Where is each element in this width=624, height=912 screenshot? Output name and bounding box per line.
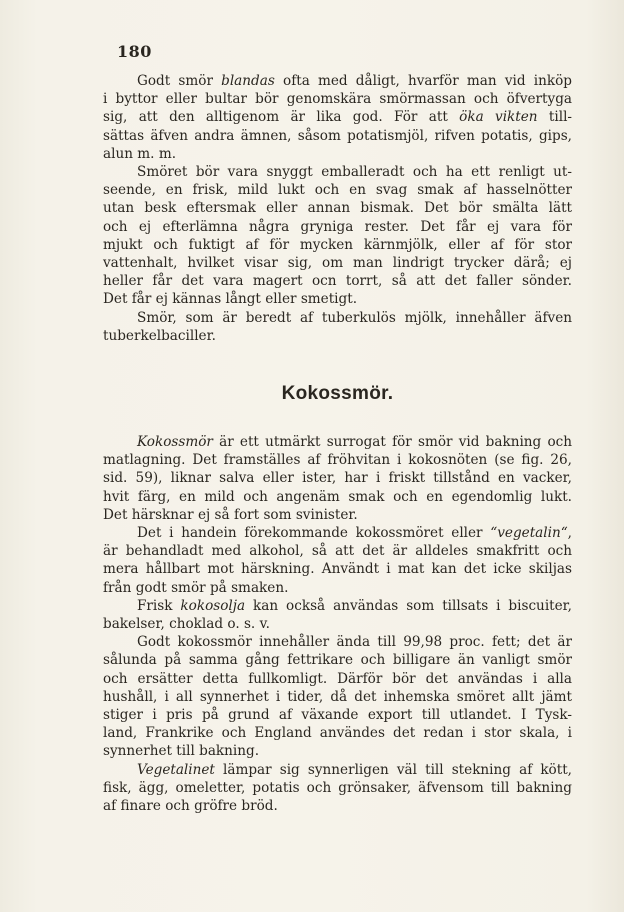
text-line xyxy=(103,236,572,254)
text-line xyxy=(103,433,572,451)
text-run: Det får ej kännas långt eller smetigt. xyxy=(103,291,358,308)
text-run: land, Frankrike och England användes det redan i stor skala, i xyxy=(103,725,572,742)
text-run: kan också användas som tillsats i biscuiter, xyxy=(245,597,572,614)
text-run: alun m. m. xyxy=(103,145,177,162)
section-heading: Kokossmör. xyxy=(281,383,394,404)
text-run: mera hållbart mot härskning. Användt i mat kan det icke skiljas xyxy=(103,561,572,578)
text-run: stiger i pris på grund af växande export till utlandet. I Tysk- xyxy=(103,707,572,724)
text-line xyxy=(103,506,572,524)
text-run: är behandladt med alkohol, så att det är alldeles smakfritt och xyxy=(103,543,572,560)
paragraph xyxy=(103,761,572,816)
text-run: Smör, som är beredt af tuberkulös mjölk, innehåller äfven xyxy=(137,309,572,326)
text-line xyxy=(103,597,572,615)
text-line xyxy=(103,254,572,272)
text-run: Smöret bör vara snyggt emballeradt och ha ett renligt ut- xyxy=(137,164,572,181)
text-line xyxy=(103,181,572,199)
text-run: hushåll, i all synnerhet i tider, då det inhemska smöret allt jämt xyxy=(103,688,572,705)
text-line xyxy=(103,309,572,327)
text-line xyxy=(103,145,572,163)
text-run: sålunda på samma gång fettrikare och billigare än vanligt smör xyxy=(103,652,572,669)
paragraph xyxy=(103,433,572,524)
emphasized-term: kokosolja xyxy=(180,597,246,614)
text-run: synnerhet till bakning. xyxy=(103,743,260,760)
text-line xyxy=(103,290,572,308)
text-line xyxy=(103,524,572,542)
paragraph xyxy=(103,163,572,309)
paragraph xyxy=(103,597,572,633)
text-run: hvit färg, en mild och angenäm smak och en egendomlig lukt. xyxy=(103,488,572,505)
text-run: sig, att den alltigenom är lika god. För att xyxy=(103,109,460,126)
text-line xyxy=(103,779,572,797)
text-line xyxy=(103,127,572,145)
text-line xyxy=(103,633,572,651)
text-line xyxy=(103,163,572,181)
text-line xyxy=(103,72,572,90)
emphasized-term: Kokossmör xyxy=(137,434,213,450)
text-line xyxy=(103,488,572,506)
text-run: och ersätter detta fullkomligt. Därför bör det användas i alla xyxy=(103,670,572,687)
text-run: Det i handein förekommande kokossmöret eller xyxy=(137,525,491,542)
text-line xyxy=(103,688,572,706)
text-line xyxy=(103,469,572,487)
text-run: seende, en frisk, mild lukt och en svag smak af hasselnötter xyxy=(103,182,572,199)
text-line xyxy=(103,272,572,290)
text-line xyxy=(103,327,572,345)
text-line xyxy=(103,670,572,688)
page-number: 180 xyxy=(117,42,152,61)
emphasized-term: “vegetalin“ xyxy=(490,525,568,542)
text-line xyxy=(103,724,572,742)
text-run: Godt smör xyxy=(137,73,222,89)
emphasized-term: blandas xyxy=(221,73,275,89)
paragraph xyxy=(103,633,572,760)
text-line xyxy=(103,615,572,633)
text-line xyxy=(103,542,572,560)
text-run: Det härsknar ej så fort som svinister. xyxy=(103,506,358,523)
section-heading-wrap xyxy=(103,383,572,405)
text-line xyxy=(103,218,572,236)
text-run: , xyxy=(567,525,572,542)
text-run: är ett utmärkt surrogat för smör vid bakning och xyxy=(212,434,572,450)
text-run: sid. 59), liknar salva eller ister, har i friskt tillstånd en vacker, xyxy=(103,470,572,487)
text-line xyxy=(103,199,572,217)
text-line xyxy=(103,797,572,815)
text-run: Frisk xyxy=(137,597,181,614)
text-run: utan besk eftersmak eller annan bismak. Det bör smälta lätt xyxy=(103,200,572,217)
text-run: lämpar sig synnerligen väl till stekning af kött, xyxy=(214,761,572,778)
text-run: och ej efterlämna några gryniga rester. Det får ej vara för xyxy=(103,218,572,235)
text-line xyxy=(103,706,572,724)
text-line xyxy=(103,90,572,108)
text-section-kokossmor xyxy=(103,433,572,815)
text-run: af finare och gröfre bröd. xyxy=(103,798,278,815)
text-line xyxy=(103,761,572,779)
text-run: i byttor eller bultar bör genomskära smörmassan och öfvertyga xyxy=(103,91,572,108)
text-run: heller får det vara magert ocn torrt, så att det faller sönder. xyxy=(103,273,572,290)
text-run: ofta med dåligt, hvarför man vid inköp xyxy=(274,73,572,89)
text-line xyxy=(103,108,572,126)
text-run: vattenhalt, hvilket visar sig, om man lindrigt trycker därå; ej xyxy=(103,255,572,272)
text-line xyxy=(103,451,572,469)
text-section-butter xyxy=(103,72,572,345)
emphasized-term: öka vikten xyxy=(459,109,538,126)
text-run: Godt kokossmör innehåller ända till 99,98 proc. fett; det är xyxy=(137,634,572,651)
text-run: matlagning. Det framställes af fröhvitan i kokosnöten (se fig. 26, xyxy=(103,452,572,469)
text-run: från godt smör på smaken. xyxy=(103,579,289,596)
text-run: fisk, ägg, omeletter, potatis och grönsaker, äfvensom till bakning xyxy=(103,779,572,796)
emphasized-term: Vegetalinet xyxy=(137,761,215,778)
text-line xyxy=(103,579,572,597)
text-run: sättas äfven andra ämnen, såsom potatismjöl, rifven potatis, gips, xyxy=(103,127,572,144)
paragraph xyxy=(103,524,572,597)
paragraph xyxy=(103,72,572,163)
text-run: till- xyxy=(537,109,573,126)
text-line xyxy=(103,651,572,669)
text-line xyxy=(103,560,572,578)
text-line xyxy=(103,742,572,760)
text-run: tuberkelbaciller. xyxy=(103,327,216,344)
text-run: bakelser, choklad o. s. v. xyxy=(103,616,270,633)
paragraph xyxy=(103,309,572,345)
text-run: mjukt och fuktigt af för mycken kärnmjölk, eller af för stor xyxy=(103,236,572,253)
